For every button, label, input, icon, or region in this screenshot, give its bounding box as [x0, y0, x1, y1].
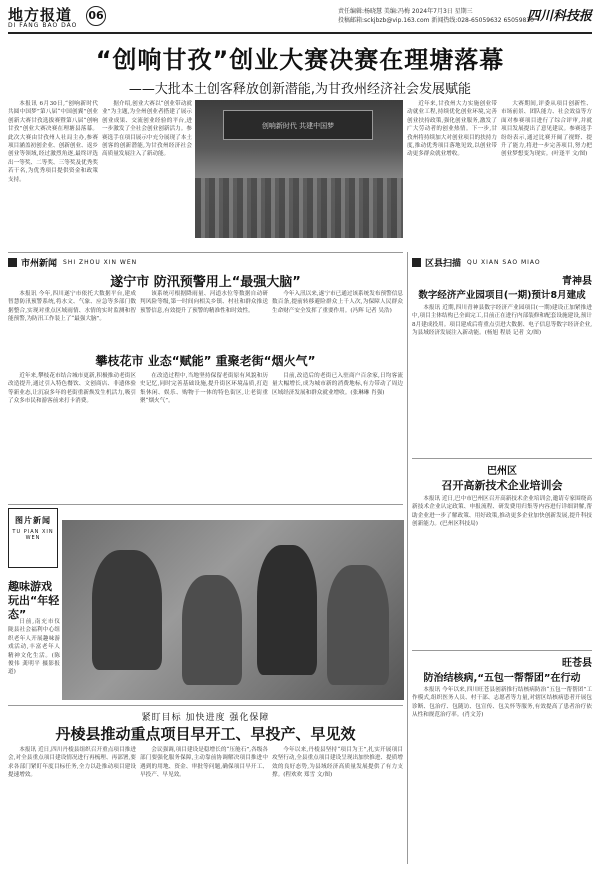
danleng-kicker: 紧盯目标 加快进度 强化保障	[141, 713, 270, 723]
divider	[412, 650, 592, 651]
district-section-pinyin: QU XIAN SAO MIAO	[467, 258, 541, 266]
masthead	[8, 4, 592, 34]
panzhihua-col-1: 近年来,攀枝花市结合城市更新,积极推动老街区改造提升,通过引入特色餐饮、文创商店、非遗体验等新业态,让沉寂多年的老街重新焕发生机活力,吸引了众多市民和游客前来打卡消费。	[8, 373, 136, 405]
panzhihua-col-3: 目前,改造后的老街已入驻商户百余家,日均客流量大幅增长,成为城市新的消费地标,有力带动了周边区域经济发展和群众就业增收。(张琳琳 肖强)	[272, 373, 403, 396]
divider	[8, 504, 403, 505]
stage-banner-text: 创响新时代 共建中国梦	[261, 122, 335, 130]
danleng-title: 丹棱县推动重点项目早开工、早投产、早见效	[55, 725, 356, 743]
square-icon	[8, 258, 17, 267]
danleng-col-2: 会议强调,项目建设是稳增长的“压舱石”,各级各部门要强化服务保障,主动靠前协调解决项目推进中遇到的用地、资金、审批等问题,确保项目早开工、早投产、早见效。	[140, 747, 268, 779]
news-section-pinyin: SHI ZHOU XIN WEN	[63, 258, 138, 266]
photo-news-image	[62, 520, 404, 700]
news-section-label: 市州新闻	[21, 258, 58, 269]
lead-col-3: 近年来,甘孜州大力实施创业带动就业工程,持续优化创业环境,完善创业扶持政策,强化创业服务,激发了广大劳动者的创业热情。下一步,甘孜州将持续加大对创业项目的扶持力度,推动优秀项目落地见效,以创业带动更多群众就业增收。	[407, 101, 497, 158]
panzhihua-col-2: 在改造过程中,当地坚持保留老街原有风貌和历史记忆,同时完善基础设施,提升街区环境品质,打造集休闲、娱乐、购物于一体的特色街区,让老街重聚“烟火气”。	[140, 373, 268, 405]
lead-col-4: 大赛期间,评委从项目创新性、市场前景、团队能力、社会效益等方面对参赛项目进行了综合评审,并就项目发展提出了意见建议。参赛选手纷纷表示,通过比赛开阔了视野、提升了能力,将进一步完善项目,努力把创业梦想变为现实。(叶逢平 文/图)	[501, 101, 592, 158]
person-shape	[257, 545, 317, 675]
stage-banner	[223, 110, 373, 140]
editor-line: 责任编辑:杨晓慧 美编:冯梅 2024年7月3日 星期三	[338, 8, 473, 15]
lead-photo	[195, 100, 403, 238]
danleng-col-1: 本报讯 近日,四川丹棱县组织召开重点项目推进会,对全县重点项目建设情况进行再梳理、再部署,要求各部门紧盯年度目标任务,全力以赴推动项目建设提速增效。	[8, 747, 136, 779]
divider	[8, 705, 403, 706]
divider	[8, 252, 403, 253]
divider	[412, 458, 592, 459]
suining-title: 遂宁市 防汛预警用上“最强大脑”	[110, 275, 301, 290]
bazhou-body: 本报讯 近日,巴中市巴州区召开高新技术企业培训会,邀请专家围绕高新技术企业认定政策、申报流程、研发费用归集等内容进行详细讲解,帮助企业进一步了解政策、用好政策,推动更多企业加快创新发展,提升科技创新能力。(巴州区科技局)	[412, 496, 592, 528]
newspaper-logo: 四川科技报	[526, 9, 592, 24]
bazhou-title: 召开高新技术企业培训会	[441, 479, 563, 492]
photo-news-box	[8, 508, 58, 568]
person-shape	[327, 565, 389, 685]
masthead-info	[338, 7, 538, 25]
lead-headline: “创响甘孜”创业大赛决赛在理塘落幕	[95, 46, 505, 74]
section-pinyin: DI FANG BAO DAO	[8, 22, 78, 29]
lead-col-1: 本报讯 6月30日,“创响新时代 共圆中国梦”第八届“中国创翼”创业创新大赛甘孜选拔赛暨第八届“创响甘孜”创业大赛决赛在理塘县落幕。此次大赛由甘孜州人社局主办,参赛项目涵盖初创企业、创新创业、返乡创业等领域,经过激烈角逐,最终评选出一等奖、二等奖、三等奖及优秀奖若干名,为优秀项目提供资金和政策支持。	[8, 101, 98, 183]
panzhihua-title: 攀枝花市 业态“赋能” 重聚老街“烟火气”	[95, 354, 316, 368]
photo-news-title: 趣味游戏玩出“年轻态”	[8, 580, 60, 621]
photo-news-pinyin: TU PIAN XIN WEN	[12, 529, 54, 541]
suining-col-2: 该系统可根据降雨量、河道水位等数据自动研判风险等级,第一时间向相关乡镇、村社和群众推送预警信息,有效提升了预警的精准性和时效性。	[140, 291, 268, 314]
news-section-bar	[8, 255, 137, 269]
suining-col-1: 本报讯 今年,四川遂宁市依托大数据平台,建成智慧防汛预警系统,将水文、气象、应急等多部门数据整合,实现对重点区域雨情、水情的实时监测和智能预警,为防汛工作装上了“最强大脑”。	[8, 291, 136, 323]
square-icon	[412, 258, 421, 267]
bazhou-county: 巴州区	[487, 466, 517, 477]
qingshen-body: 本报讯 近期,四川青神县数字经济产业园项目(一期)建设正加紧推进中,项目主体结构已全面完工,目前正在进行内部装修和配套设施建设,预计8月建成投用。项目建成后将重点引进大数据、电子信息等数字经济企业,为县域经济发展注入新动能。(杨旭 程晨 记者 文/图)	[412, 305, 592, 337]
column-divider	[407, 252, 408, 864]
photo-news-label: 图片新闻	[15, 516, 51, 525]
page-number: 06	[86, 6, 106, 26]
danleng-col-3: 今年以来,丹棱县坚持“项目为王”,扎实开展项目攻坚行动,全县重点项目建设呈现出加快推进、提质增效的良好态势,为县域经济高质量发展提供了有力支撑。(程欢欢 郑雪 文/图)	[272, 747, 403, 779]
wangcang-title: 防治结核病,“五包一帮帮团”在行动	[423, 673, 581, 684]
qingshen-county: 青神县	[562, 276, 592, 287]
lead-subheadline: ——大批本土创客释放创新潜能,为甘孜州经济社会发展赋能	[128, 82, 472, 97]
suining-col-3: 今年入汛以来,遂宁市已通过该系统发布预警信息数百条,提前转移避险群众上千人次,为保障人民群众生命财产安全发挥了重要作用。(冯辉 记者 吴浩)	[272, 291, 403, 314]
contact-line: 投稿邮箱:sckjbzb@vip.163.com 新闻热线:028-65059632 65059830	[338, 17, 534, 24]
lead-col-2: 据介绍,创业大赛以“创业带动就业”为主题,为全州创业者搭建了展示创业成果、交流创业经验的平台,进一步激发了全社会创业创新活力。参赛选手在项目展示中充分展现了本土创客的创新潜能,为甘孜州经济社会高质量发展注入了新动能。	[102, 101, 192, 158]
district-section-bar	[412, 255, 541, 269]
section-title: 地方报道	[8, 6, 73, 24]
photo-news-caption: 日前,南充市仪陇县社会福利中心组织老年人开展趣味游戏活动,丰富老年人精神文化生活。(陈俊伟 龚明平 摄影报道)	[8, 619, 60, 676]
qingshen-title: 数字经济产业园项目(一期)预计8月建成	[418, 290, 586, 301]
wangcang-body: 本报讯 今年以来,四川旺苍县创新推行结核病防治“五包一帮帮团”工作模式,组织医务人员、村干部、志愿者等力量,对辖区结核病患者开展包诊断、包治疗、包随访、包宣传、包关怀等服务,有效提高了患者治疗依从性和规范治疗率。(肖文芳)	[412, 687, 592, 719]
wangcang-county: 旺苍县	[562, 658, 592, 669]
district-section-label: 区县扫描	[425, 258, 462, 269]
audience-shape	[195, 178, 403, 238]
person-shape	[182, 575, 242, 685]
person-shape	[92, 550, 162, 670]
